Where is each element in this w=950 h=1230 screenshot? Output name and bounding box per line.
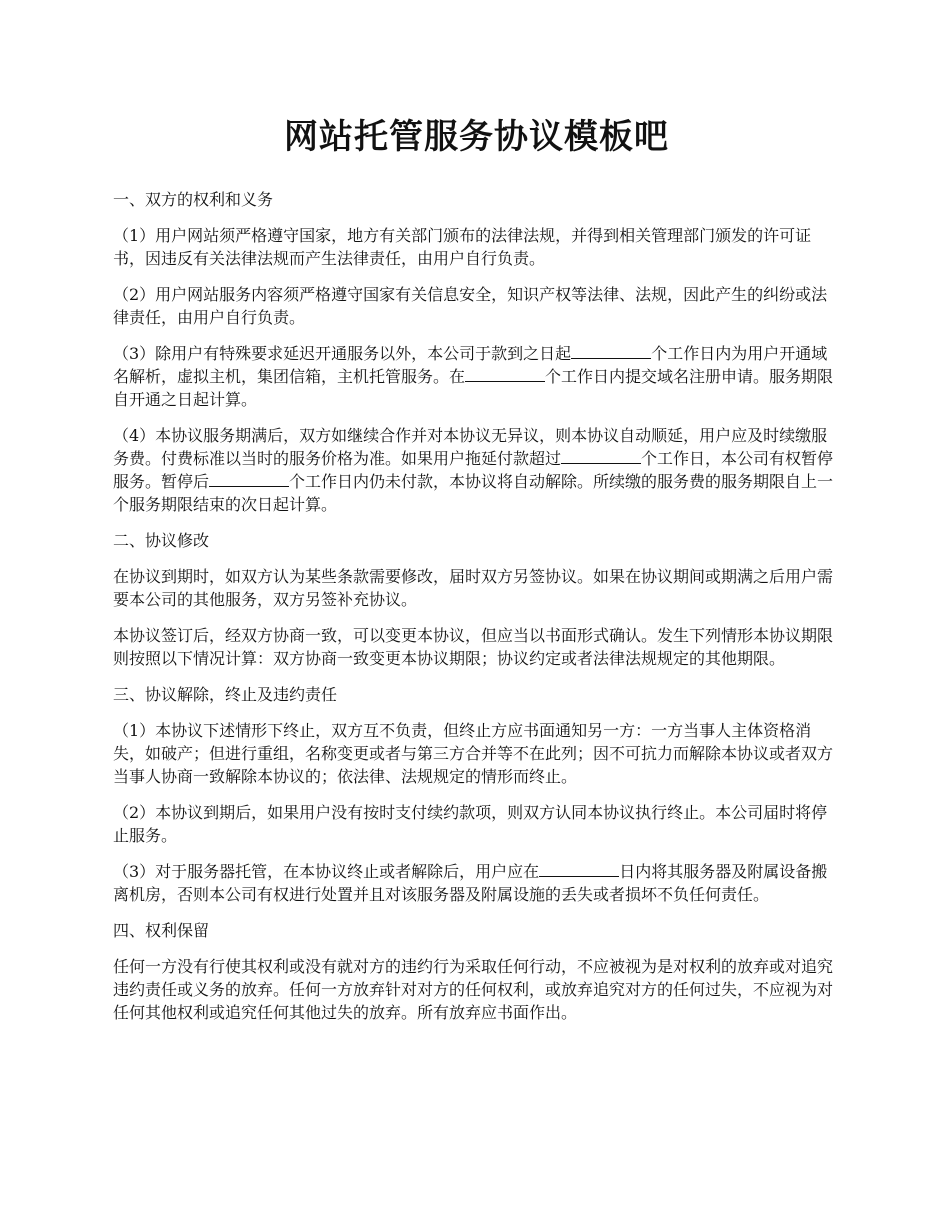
section-heading-modification: 二、协议修改 — [113, 531, 210, 550]
paragraph-text: 个工作日内为用户开通域名解析，虚拟主机，集团信箱，主机托管服务。在 — [113, 344, 828, 386]
paragraph: 在协议到期时，如双方认为某些条款需要修改，届时双方另签协议。如果在协议期间或期满之后用户需要本公司的其他服务，双方另签补充协议。 — [113, 567, 834, 609]
fill-blank — [571, 342, 651, 359]
paragraph-text: （3）对于服务器托管，在本协议终止或者解除后，用户应在 — [113, 862, 540, 881]
paragraph: （1）本协议下述情形下终止，双方互不负责，但终止方应书面通知另一方：一方当事人主体资格消失，如破产；但进行重组，名称变更或者与第三方合并等不在此列；因不可抗力而解除本协议或者双方当事人协商一致解除本协议的；依法律、法规规定的情形而终止。 — [113, 721, 834, 786]
paragraph — [113, 424, 840, 516]
paragraph: （1）用户网站须严格遵守国家，地方有关部门颁布的法律法规，并得到相关管理部门颁发的许可证书，因违反有关法律法规而产生法律责任，由用户自行负责。 — [113, 226, 812, 268]
document-title: 网站托管服务协议模板吧 — [284, 117, 669, 157]
fill-blank — [539, 860, 619, 877]
paragraph-text: （3）除用户有特殊要求延迟开通服务以外，本公司于款到之日起 — [113, 344, 572, 363]
section-heading-termination: 三、协议解除，终止及违约责任 — [113, 685, 338, 704]
paragraph-text: 个工作日，本公司有权暂停服务。暂停后 — [113, 449, 834, 491]
paragraph: 任何一方没有行使其权利或没有就对方的违约行为采取任何行动，不应被视为是对权利的放弃或对追究违约责任或义务的放弃。任何一方放弃针对对方的任何权利，或放弃追究对方的任何过失，不应视为对任何其他权利或追究任何其他过失的放弃。所有放弃应书面作出。 — [113, 957, 834, 1022]
paragraph-text: 日内将其服务器及附属设备搬离机房，否则本公司有权进行处置并且对该服务器及附属设施的丢失或者损坏不负任何责任。 — [113, 862, 828, 904]
paragraph-text: 个工作日内提交域名注册申请。服务期限自开通之日起计算。 — [113, 367, 834, 409]
paragraph: （2）用户网站服务内容须严格遵守国家有关信息安全，知识产权等法律、法规，因此产生的纠纷或法律责任，由用户自行负责。 — [113, 285, 828, 327]
document-page — [113, 112, 840, 1037]
paragraph — [113, 342, 840, 411]
paragraph — [113, 860, 840, 906]
paragraph: （2）本协议到期后，如果用户没有按时支付续约款项，则双方认同本协议执行终止。本公司届时将停止服务。 — [113, 803, 828, 845]
section-heading-rights: 一、双方的权利和义务 — [113, 190, 274, 209]
fill-blank — [465, 365, 545, 382]
paragraph: 本协议签订后，经双方协商一致，可以变更本协议，但应当以书面形式确认。发生下列情形本协议期限则按照以下情况计算：双方协商一致变更本协议期限；协议约定或者法律法规规定的其他期限。 — [113, 626, 834, 668]
paragraph-text: （4）本协议服务期满后，双方如继续合作并对本协议无异议，则本协议自动顺延，用户应及时续缴服务费。付费标准以当时的服务价格为准。如果用户拖延付款超过 — [113, 426, 828, 468]
paragraph-text: 个工作日内仍未付款，本协议将自动解除。所续缴的服务费的服务期限自上一个服务期限结束的次日起计算。 — [113, 472, 834, 514]
fill-blank — [209, 470, 289, 487]
section-heading-reservation: 四、权利保留 — [113, 921, 210, 940]
fill-blank — [561, 447, 641, 464]
